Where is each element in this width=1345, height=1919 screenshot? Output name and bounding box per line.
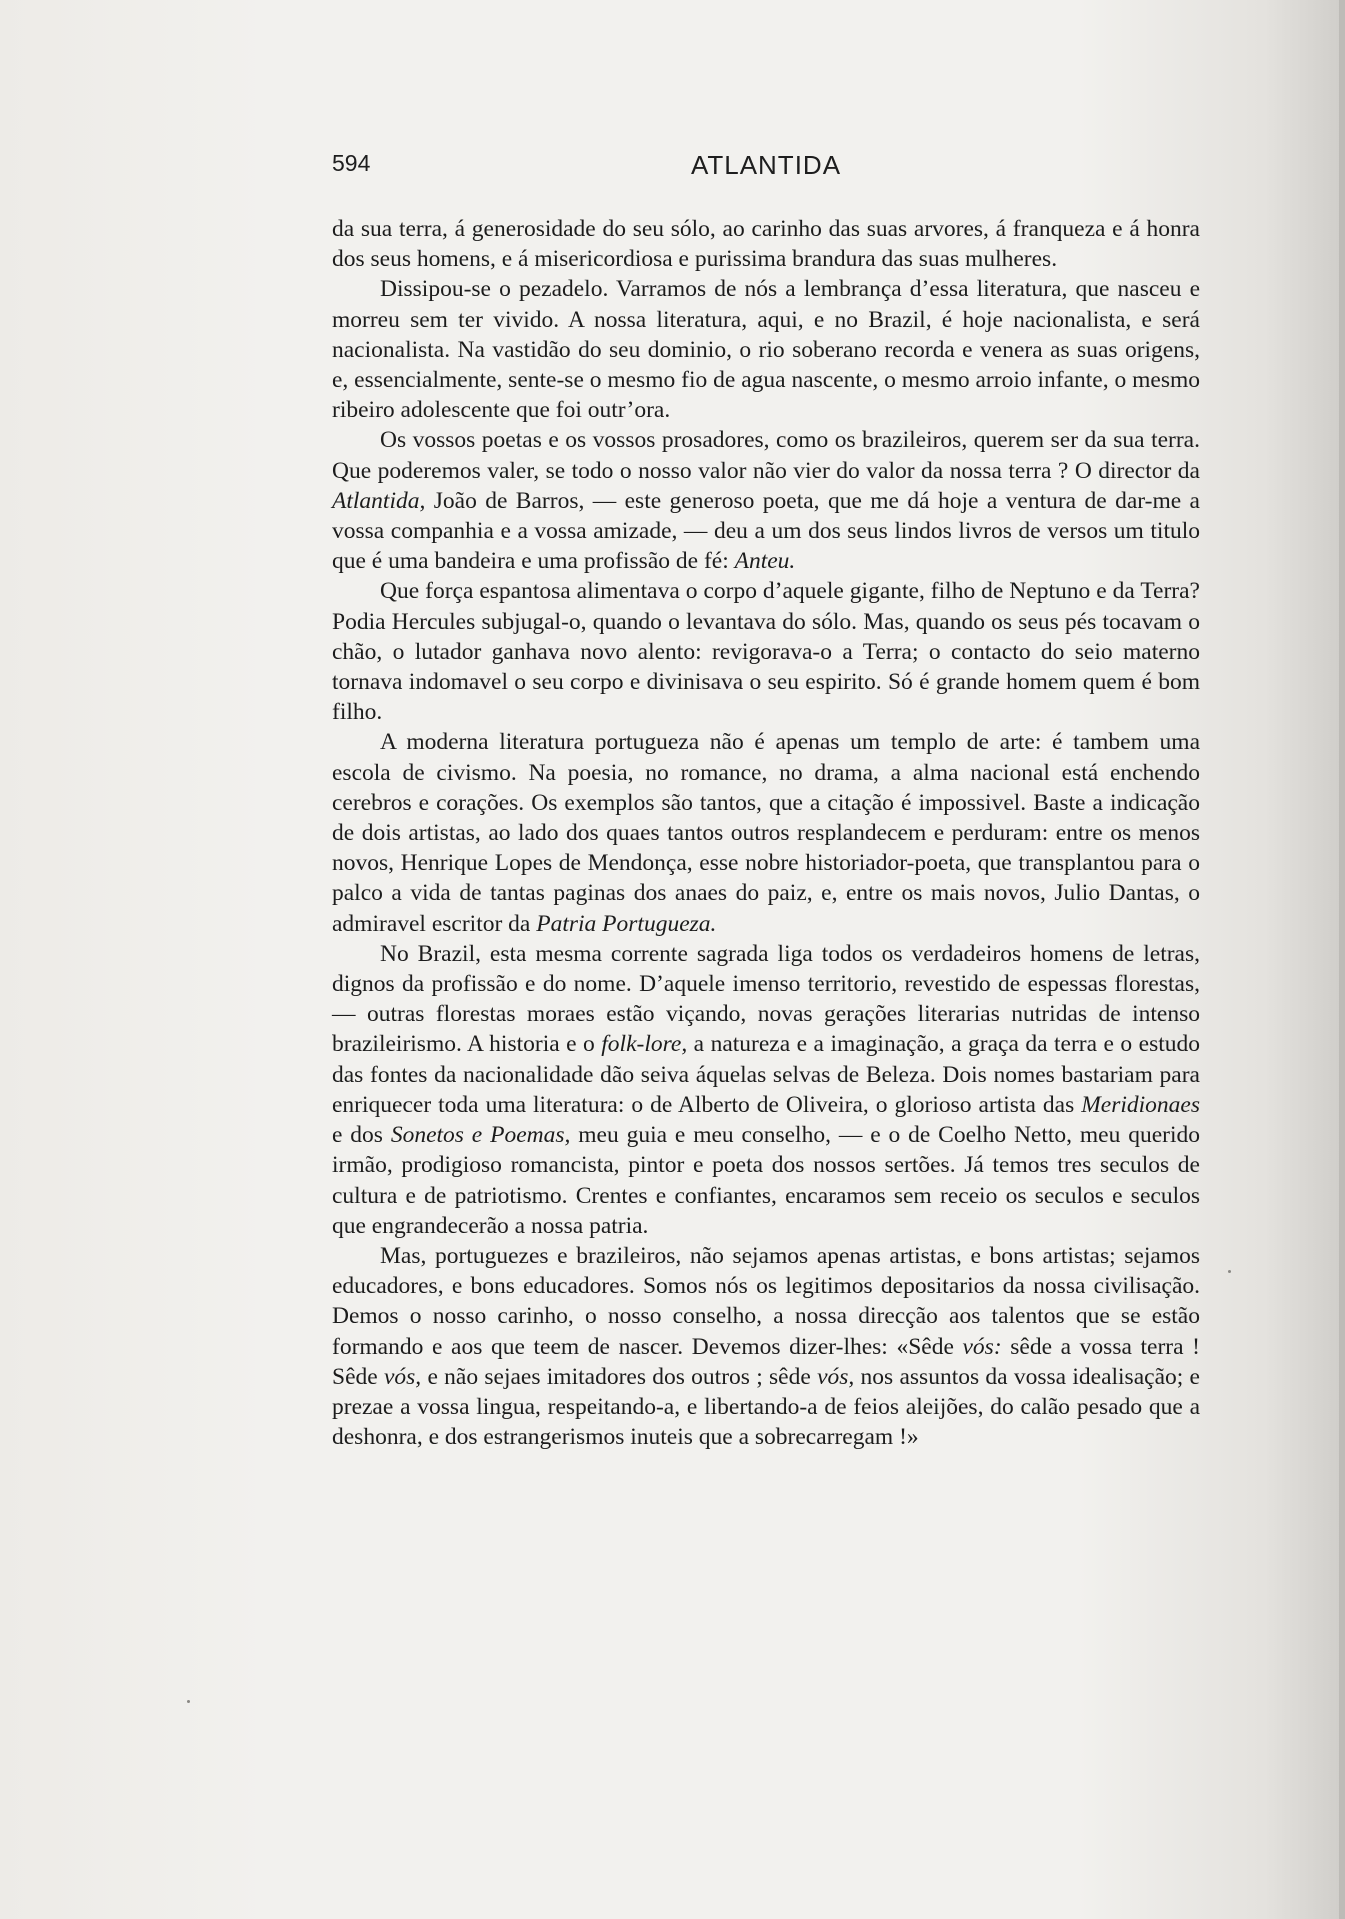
italic-text-run: Sonetos e Poemas, xyxy=(390,1122,571,1149)
text-run: João de Barros, — este generoso poeta, que me dá hoje a ventura de dar-me a vossa companhia e a vossa amizade, — deu a um dos seus lindos livros de versos um titulo que é uma bandeira e uma profissão de fé: xyxy=(332,487,1200,575)
italic-text-run: folk-lore, xyxy=(601,1031,688,1058)
paragraph xyxy=(332,214,1200,274)
text-run: Os vossos poetas e os vossos prosadores, como os brazileiros, querem ser da sua terra. Que poderemos valer, se todo o nosso valor não vier do valor da nossa terra ? O director da xyxy=(332,427,1200,484)
text-run: nos assuntos da vossa idealisação; e prezae a vossa lingua, respeitando-a, e libertando-a de feios aleijões, do calão pesado que a deshonra, e dos estrangerismos inuteis que a sobrecarregam !» xyxy=(332,1363,1200,1451)
page-number: 594 xyxy=(332,150,371,176)
paragraph xyxy=(332,939,1200,1241)
scan-speck xyxy=(187,1700,190,1703)
body-text xyxy=(332,214,1200,1452)
paragraph xyxy=(332,1241,1200,1452)
paragraph xyxy=(332,274,1200,425)
italic-text-run: Atlantida, xyxy=(332,487,426,514)
text-run: meu guia e meu conselho, — e o de Coelho Netto, meu querido irmão, prodigioso romancista, pintor e poeta dos nossos sertões. Já temos tres seculos de cultura e de patriotismo. Crentes e confiantes, encaramos sem receio os seculos e seculos que engrandecerão a nossa patria. xyxy=(332,1122,1201,1239)
text-run: a natureza e a imaginação, a graça da terra e o estudo das fontes da nacionalidade dão seiva áquelas selvas de Beleza. Dois nomes bastariam para enriquecer toda uma literatura: o de Alberto de Oliveira, o glorioso artista das xyxy=(332,1031,1201,1118)
text-run: No Brazil, esta mesma corrente sagrada liga todos os verdadeiros homens de letras, dignos da profissão e do nome. D’aquele imenso territorio, revestido de espessas florestas, — outras florestas moraes estão viçando, novas gerações literarias nutridas de intenso brazileirismo. A historia e o xyxy=(332,940,1200,1058)
paragraph xyxy=(332,576,1200,727)
paragraph xyxy=(332,727,1200,938)
text-run: Mas, portuguezes e brazileiros, não sejamos apenas artistas, e bons artistas; sejamos educadores, e bons educadores. Somos nós os legitimos depositarios da nossa civilisação. Demos o nosso carinho, o nosso conselho, a nossa direcção aos talentos que se estão formando e aos que teem de nascer. Devemos dizer-lhes: «Sêde xyxy=(332,1242,1200,1360)
text-run: A moderna literatura portugueza não é apenas um templo de arte: é tambem uma escola de civismo. Na poesia, no romance, no drama, a alma nacional está enchendo cerebros e corações. Os exemplos são tantos, que a citação é impossivel. Baste a indicação de dois artistas, ao lado dos quaes tantos outros resplandecem e perduram: entre os menos novos, Henrique Lopes de Mendonça, esse nobre historiador-poeta, que transplantou para o palco a vida de tantas paginas dos anaes do paiz, e, entre os mais novos, Julio Dantas, o admiravel escritor da xyxy=(332,729,1200,937)
text-run: e não sejaes imitadores dos outros ; sêde xyxy=(421,1363,818,1390)
scan-speck xyxy=(1228,1270,1231,1273)
page-edge-shadow xyxy=(1339,0,1345,1919)
italic-text-run: Anteu. xyxy=(734,548,796,575)
text-run: sêde a vossa terra ! Sêde xyxy=(332,1333,1200,1390)
italic-text-run: Patria Portugueza. xyxy=(536,910,717,937)
paragraph xyxy=(332,425,1200,576)
text-run: da sua terra, á generosidade do seu sólo, ao carinho das suas arvores, á franqueza e á honra dos seus homens, e á misericordiosa e purissima brandura das suas mulheres. xyxy=(332,216,1200,273)
running-title: ATLANTIDA xyxy=(690,150,842,180)
text-run: e dos xyxy=(332,1122,391,1149)
text-run: Dissipou-se o pezadelo. Varramos de nós a lembrança d’essa literatura, que nasceu e morreu sem ter vivido. A nossa literatura, aqui, e no Brazil, é hoje nacionalista, e será nacionalista. Na vastidão do seu dominio, o rio soberano recorda e venera as suas origens, e, essencialmente, sente-se o mesmo fio de agua nascente, o mesmo arroio infante, o mesmo ribeiro adolescente que foi outr’ora. xyxy=(332,276,1200,424)
text-run: Que força espantosa alimentava o corpo d’aquele gigante, filho de Neptuno e da Terra? Podia Hercules subjugal-o, quando o levantava do sólo. Mas, quando os seus pés tocavam o chão, o lutador ganhava novo alento: revigorava-o a Terra; o contacto do seio materno tornava indomavel o seu corpo e divinisava o seu espirito. Só é grande homem quem é bom filho. xyxy=(332,578,1200,726)
italic-text-run: vós, xyxy=(817,1363,855,1390)
italic-text-run: Meridionaes xyxy=(1081,1091,1200,1118)
page-header xyxy=(332,150,1200,186)
italic-text-run: vós, xyxy=(383,1363,422,1390)
italic-text-run: vós: xyxy=(962,1333,1002,1360)
